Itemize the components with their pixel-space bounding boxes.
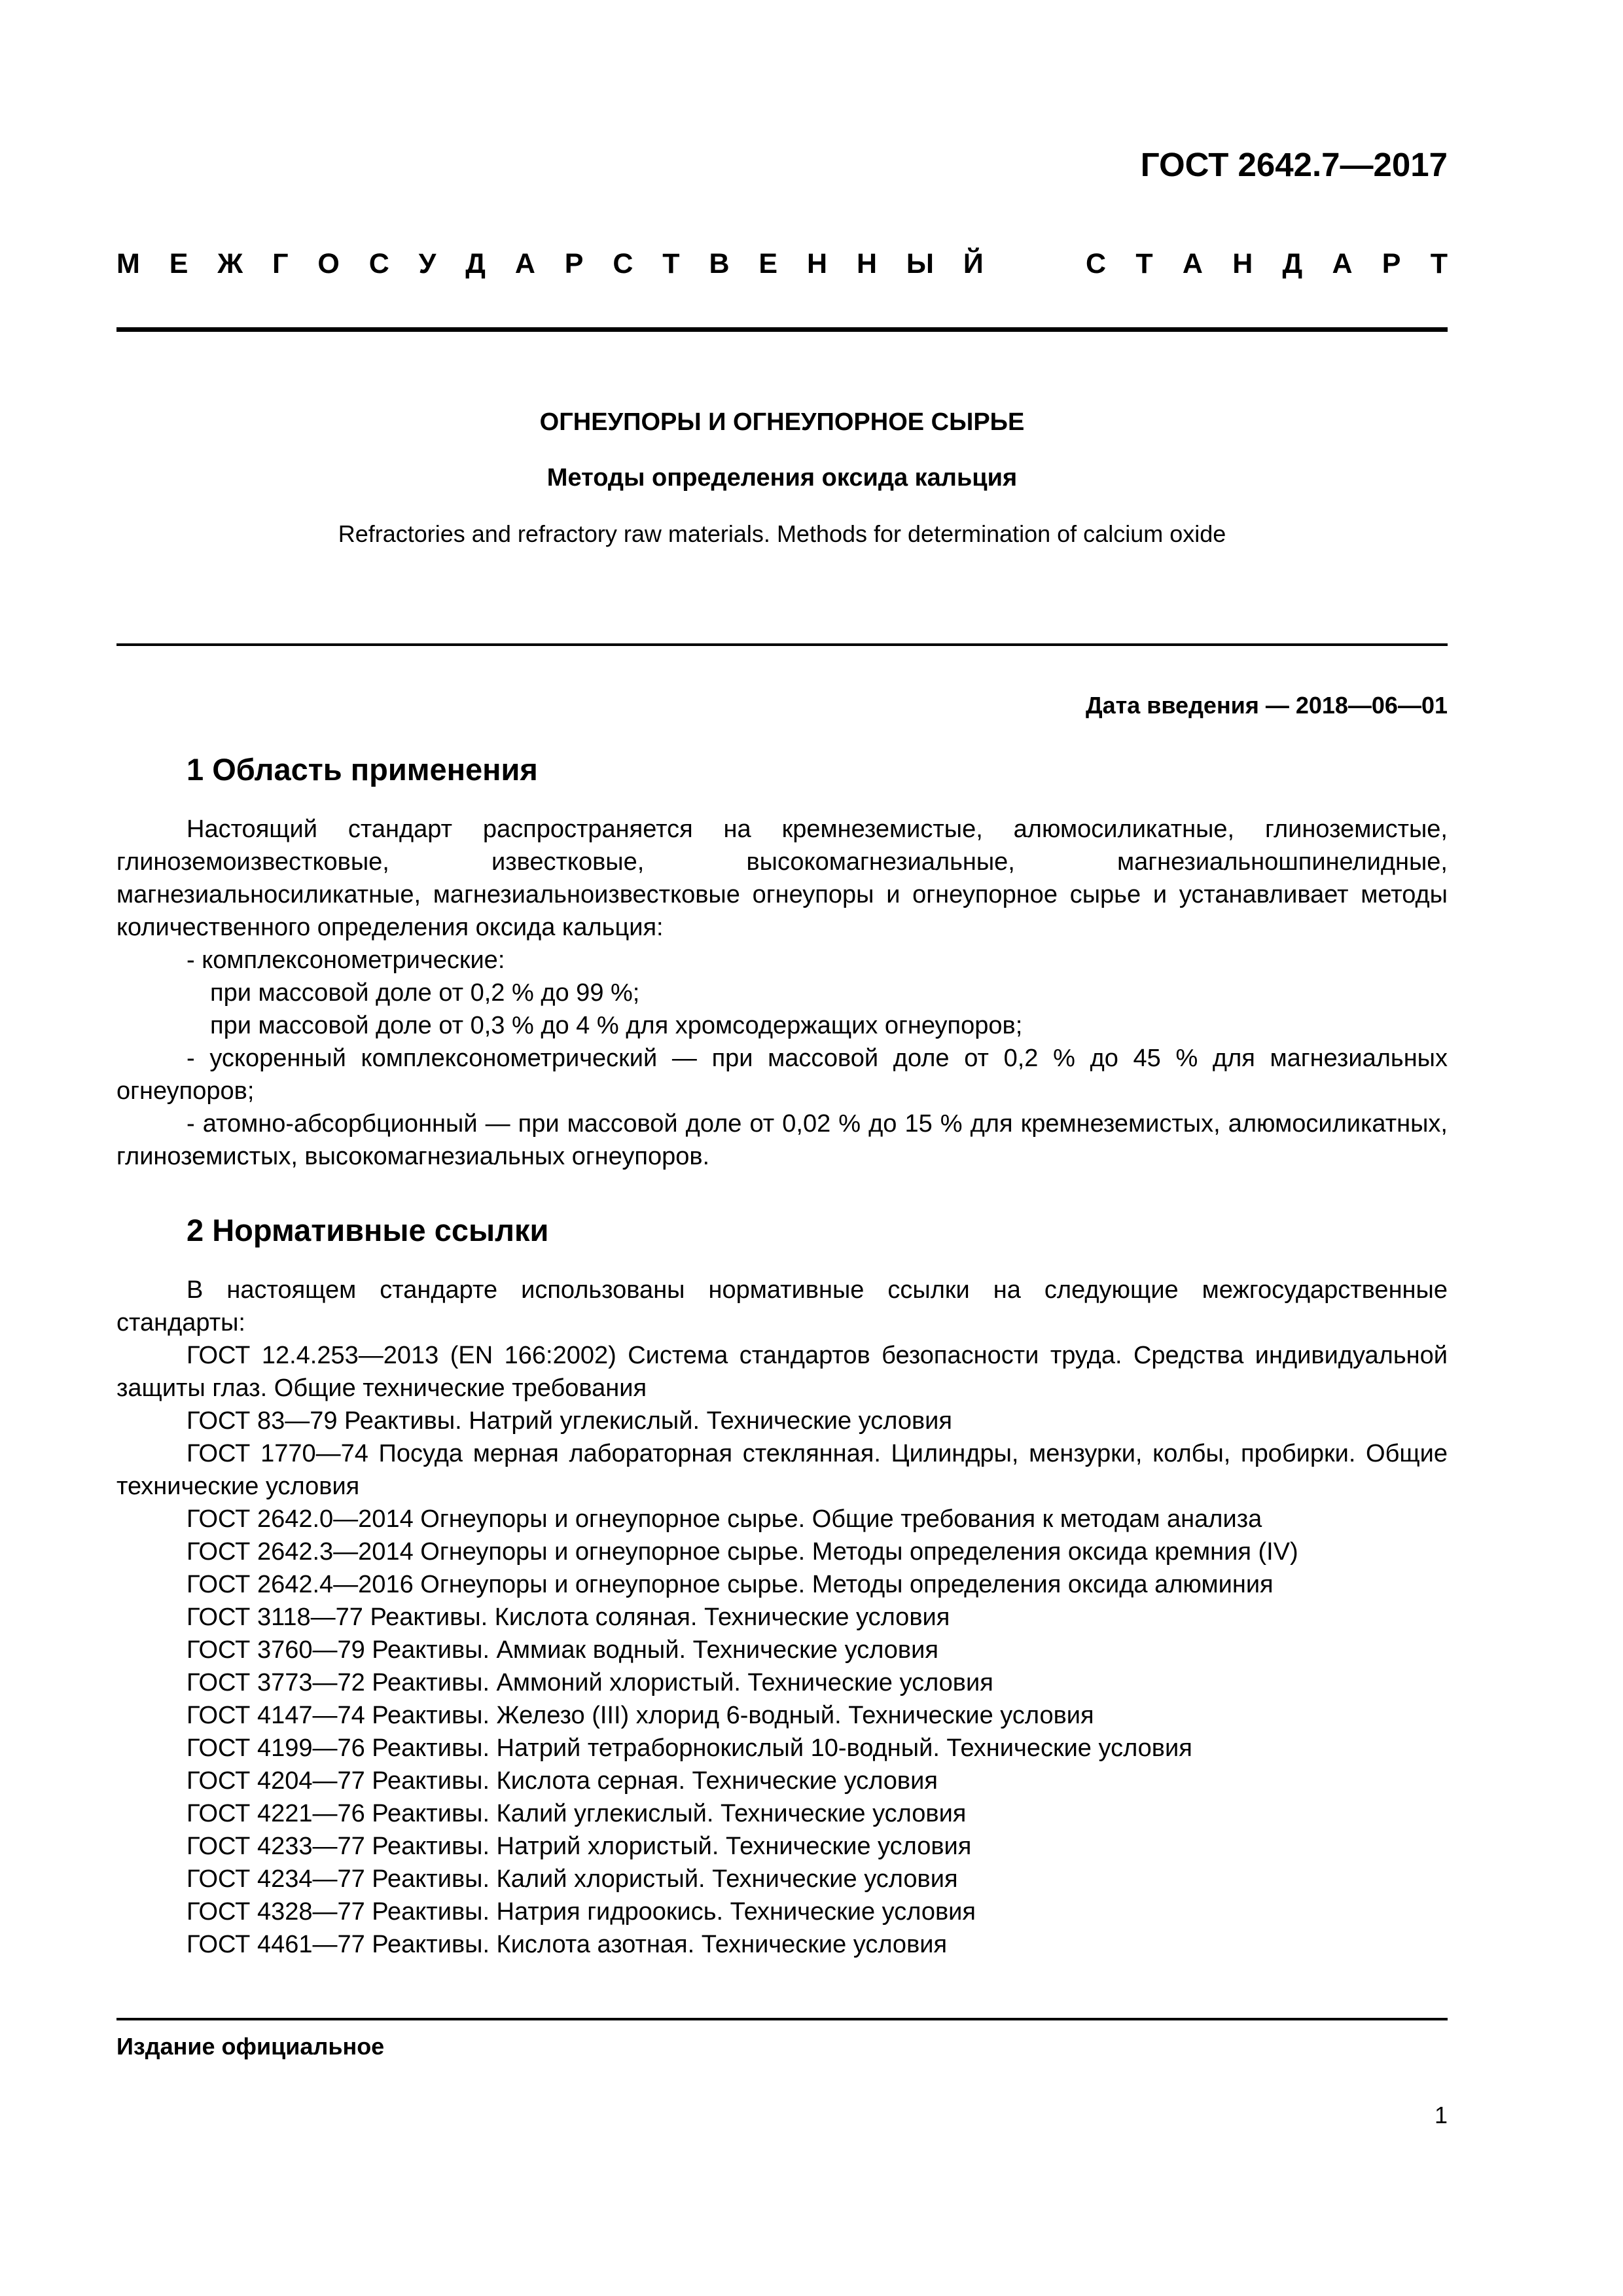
banner-letter: Т: [662, 248, 680, 279]
section-body: [116, 1274, 1448, 1961]
reference-item: ГОСТ 4199—76 Реактивы. Натрий тетраборнокислый 10-водный. Технические условия: [187, 1734, 1192, 1762]
banner-letter: Т: [1135, 248, 1153, 279]
list-subitem: при массовой доле от 0,3 % до 4 % для хромсодержащих огнеупоров;: [210, 1012, 1023, 1039]
section-body: [116, 813, 1448, 1173]
section-heading: 1 Область применения: [187, 752, 538, 787]
list-item: - атомно-абсорбционный — при массовой доле от 0,02 % до 15 % для кремнеземистых, алюмосиликатных, глиноземистых, высокомагнезиальных огнеупоров.: [116, 1110, 1448, 1170]
reference-item: ГОСТ 4204—77 Реактивы. Кислота серная. Технические условия: [187, 1767, 938, 1795]
banner-letter: В: [709, 248, 730, 279]
paragraph: Настоящий стандарт распространяется на кремнеземистые, алюмосиликатные, глиноземистые, глиноземоизвестковые, известковые, высокомагнезиальные, магнезиальношпинелидные, магнезиальносиликатные, магнезиальноизвестковые огнеупоры и огнеупорное сырье и устанавливает методы количественного определения оксида кальция:: [116, 816, 1448, 941]
banner-letter: М: [116, 248, 140, 279]
banner-letter: А: [514, 248, 535, 279]
reference-item: ГОСТ 12.4.253—2013 (EN 166:2002) Система стандартов безопасности труда. Средства индивидуальной защиты глаз. Общие технические требования: [116, 1342, 1448, 1402]
banner-letter: Р: [564, 248, 584, 279]
reference-item: ГОСТ 3118—77 Реактивы. Кислота соляная. Технические условия: [187, 1604, 950, 1631]
header-divider: [116, 327, 1448, 332]
banner-letter: А: [1182, 248, 1203, 279]
page-number: 1: [1434, 2102, 1448, 2128]
list-subitem: при массовой доле от 0,2 % до 99 %;: [210, 979, 640, 1007]
reference-item: ГОСТ 3773—72 Реактивы. Аммоний хлористый. Технические условия: [187, 1669, 993, 1696]
banner-letter: Г: [272, 248, 289, 279]
banner-letter: С: [613, 248, 633, 279]
banner-letter: С: [1086, 248, 1107, 279]
section-normative-references: [116, 1212, 1448, 1961]
banner-letter: Н: [856, 248, 878, 279]
paragraph: В настоящем стандарте использованы нормативные ссылки на следующие межгосударственные стандарты:: [116, 1276, 1448, 1336]
banner-letter: А: [1332, 248, 1353, 279]
reference-item: ГОСТ 2642.4—2016 Огнеупоры и огнеупорное сырье. Методы определения оксида алюминия: [187, 1571, 1274, 1598]
standard-banner: [116, 244, 1448, 283]
list-item: - комплексонометрические:: [187, 946, 505, 974]
reference-item: ГОСТ 1770—74 Посуда мерная лабораторная стеклянная. Цилиндры, мензурки, колбы, пробирки. Общие технические условия: [116, 1440, 1448, 1500]
reference-item: ГОСТ 3760—79 Реактивы. Аммиак водный. Технические условия: [187, 1636, 938, 1664]
banner-word-standard: [1086, 244, 1448, 283]
document-subtitle: Методы определения оксида кальция: [546, 464, 1018, 492]
reference-item: ГОСТ 4221—76 Реактивы. Калий углекислый. Технические условия: [187, 1800, 967, 1827]
reference-item: ГОСТ 4234—77 Реактивы. Калий хлористый. Технические условия: [187, 1865, 958, 1893]
banner-letter: Е: [169, 248, 188, 279]
banner-letter: О: [317, 248, 340, 279]
reference-item: ГОСТ 4328—77 Реактивы. Натрия гидроокись. Технические условия: [187, 1898, 976, 1926]
banner-letter: Ы: [906, 248, 935, 279]
banner-letter: Ж: [217, 248, 243, 279]
reference-item: ГОСТ 4233—77 Реактивы. Натрий хлористый. Технические условия: [187, 1833, 972, 1860]
reference-item: ГОСТ 4461—77 Реактивы. Кислота азотная. Технические условия: [187, 1931, 948, 1958]
banner-letter: Й: [963, 248, 984, 279]
reference-item: ГОСТ 4147—74 Реактивы. Железо (III) хлорид 6-водный. Технические условия: [187, 1702, 1094, 1729]
title-divider: [116, 643, 1448, 646]
banner-letter: Д: [465, 248, 486, 279]
banner-letter: С: [368, 248, 389, 279]
footer-divider: [116, 2018, 1448, 2020]
document-title-english: Refractories and refractory raw materials. Methods for determination of calcium oxide: [338, 520, 1226, 547]
reference-item: ГОСТ 2642.0—2014 Огнеупоры и огнеупорное сырье. Общие требования к методам анализа: [187, 1505, 1262, 1533]
banner-letter: Р: [1382, 248, 1401, 279]
section-scope: [116, 751, 1448, 1173]
reference-item: ГОСТ 2642.3—2014 Огнеупоры и огнеупорное сырье. Методы определения оксида кремния (IV): [187, 1538, 1298, 1566]
banner-letter: У: [418, 248, 437, 279]
edition-note: Издание официальное: [116, 2033, 385, 2060]
banner-letter: Н: [1232, 248, 1253, 279]
banner-letter: Д: [1282, 248, 1303, 279]
list-item: - ускоренный комплексонометрический — при массовой доле от 0,2 % до 45 % для магнезиальных огнеупоров;: [116, 1045, 1448, 1105]
introduction-date: Дата введения — 2018—06—01: [1085, 692, 1448, 719]
banner-letter: Н: [807, 248, 828, 279]
banner-word-interstate: [116, 244, 984, 283]
banner-letter: Т: [1430, 248, 1448, 279]
section-heading: 2 Нормативные ссылки: [187, 1213, 549, 1247]
document-number: ГОСТ 2642.7—2017: [1140, 146, 1448, 183]
reference-item: ГОСТ 83—79 Реактивы. Натрий углекислый. Технические условия: [187, 1407, 952, 1435]
banner-letter: Е: [758, 248, 778, 279]
document-title: ОГНЕУПОРЫ И ОГНЕУПОРНОЕ СЫРЬЕ: [539, 408, 1025, 436]
